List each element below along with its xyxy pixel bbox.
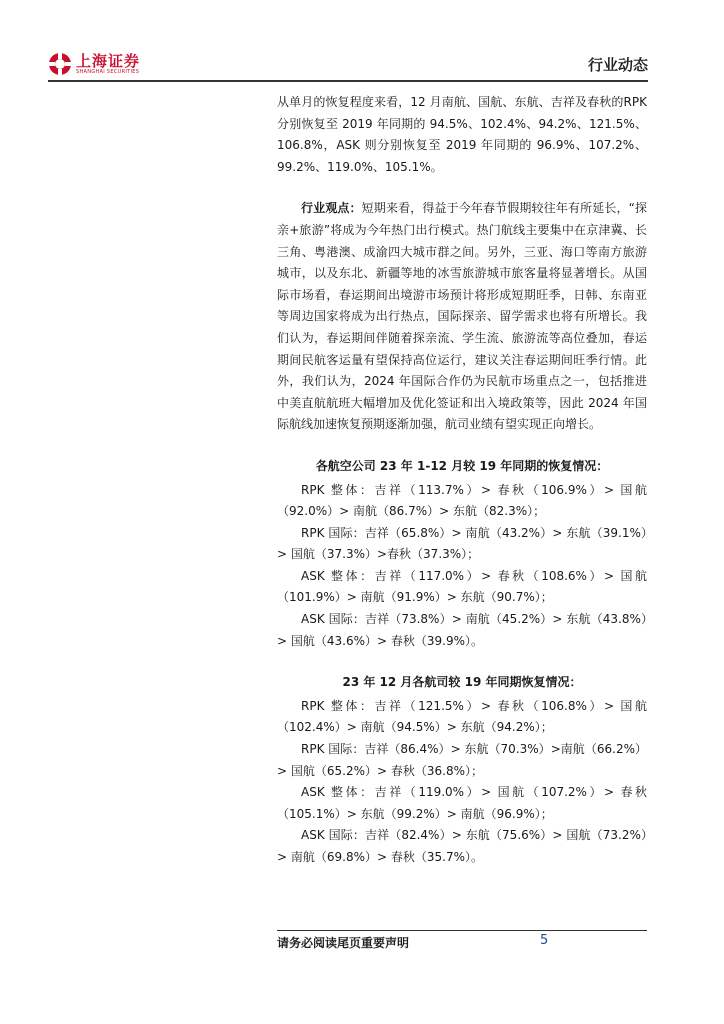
section-title-december: 23 年 12 月各航司较 19 年同期恢复情况： bbox=[342, 675, 582, 690]
list-item: ASK 国际：吉祥（73.8%）> 南航（45.2%）> 东航（43.8%）> 国航（43.6%）> 春秋（39.9%）。 bbox=[277, 612, 647, 648]
page-header bbox=[48, 48, 648, 78]
disclaimer-note: 请务必阅读尾页重要声明 bbox=[277, 936, 410, 950]
main-content bbox=[277, 92, 647, 869]
page-number: 5 bbox=[540, 933, 549, 948]
industry-view-lead: 行业观点： bbox=[301, 201, 362, 216]
logo-name-en: SHANGHAI SECURITIES bbox=[76, 69, 140, 75]
report-type-title: 行业动态 bbox=[587, 56, 648, 74]
footer-divider bbox=[277, 930, 647, 931]
company-logo bbox=[48, 52, 140, 76]
list-item: RPK 国际：吉祥（86.4%）> 东航（70.3%）>南航（66.2%）> 国航（65.2%）> 春秋（36.8%）； bbox=[277, 742, 647, 778]
section-title-annual: 各航空公司 23 年 1-12 月较 19 年同期的恢复情况： bbox=[315, 458, 609, 473]
logo-emblem-icon bbox=[48, 52, 72, 76]
list-item: ASK 国际：吉祥（82.4%）> 东航（75.6%）> 国航（73.2%）> 南航（69.8%）> 春秋（35.7%）。 bbox=[277, 828, 647, 864]
header-divider bbox=[48, 80, 648, 82]
list-item: RPK 整体：吉祥（113.7%）> 春秋（106.9%）> 国航（92.0%）> 南航（86.7%）> 东航（82.3%）； bbox=[277, 482, 647, 519]
list-item: RPK 国际：吉祥（65.8%）> 南航（43.2%）> 东航（39.1%）> 国航（37.3%）>春秋（37.3%）； bbox=[277, 525, 647, 562]
list-item: ASK 整体：吉祥（117.0%）> 春秋（108.6%）> 国航（101.9%）> 南航（91.9%）> 东航（90.7%）； bbox=[277, 568, 647, 605]
list-item: RPK 整体：吉祥（121.5%）> 春秋（106.8%）> 国航（102.4%）> 南航（94.5%）> 东航（94.2%）； bbox=[277, 698, 647, 735]
list-item: ASK 整体：吉祥（119.0%）> 国航（107.2%）> 春秋（105.1%）> 东航（99.2%）> 南航（96.9%）； bbox=[277, 785, 647, 821]
logo-name-cn: 上海证券 bbox=[76, 52, 141, 70]
industry-view-text: 短期来看，得益于今年春节假期较往年有所延长，“探亲+旅游”将成为今年热门出行模式。热门航线主要集中在京津冀、长三角、粤港澳、成渝四大城市群之间。另外，三亚、海口等南方旅游城市，以及东北、新疆等地的冰雪旅游城市旅客量将显著增长。从国际市场看，春运期间出境游市场预计将形成短期旺季，日韩、东南亚等周边国家将成为出行热点，国际探亲、留学需求也将有所增长。我们认为，春运期间伴随着探亲流、学生流、旅游流等高位叠加，春运期间民航客运量有望保持高位运行，建议关注春运期间旺季行情。此外，我们认为，2024 年国际合作仍为民航市场重点之一，包括推进中美直航航班大幅增加及优化签证和出入境政策等，因此 2024 年国际航线加速恢复预期逐渐加强，航司业绩有望实现正向增长。 bbox=[277, 201, 647, 432]
industry-view-paragraph bbox=[277, 198, 647, 436]
recovery-paragraph: 从单月的恢复程度来看，12 月南航、国航、东航、吉祥及春秋的RPK 分别恢复至 2019 年同期的 94.5%、102.4%、94.2%、121.5%、106.8%，ASK 则分别恢复至 2019 年同期的 96.9%、107.2%、99.2%、119.0%、105.1%。 bbox=[277, 95, 647, 174]
